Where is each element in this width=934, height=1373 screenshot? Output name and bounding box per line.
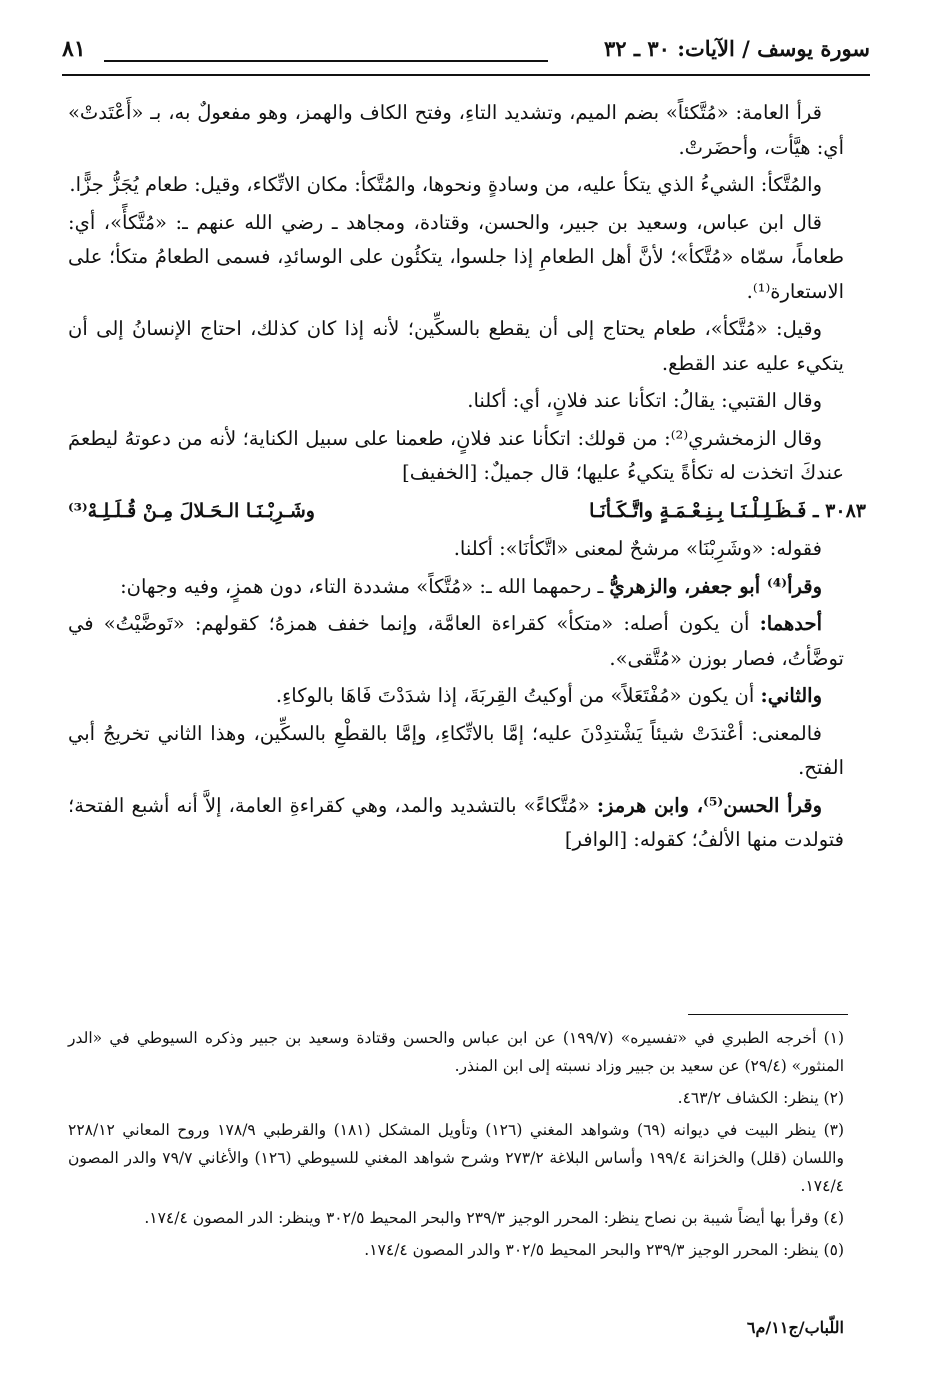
verse-second-hemistich: وشَـرِبْـنَـا الـحَـلالَ مِـنْ قُـلَـلِـهْ⁽³⁾ [68,499,315,522]
main-text [68,96,866,861]
paragraph-text: ـ رحمهما الله ـ: «مُتَّكاً» مشددة التاء، دون همزٍ، وفيه وجهان: [120,574,604,598]
footnote-3: (٣) ينظر البيت في ديوانه (٦٩) وشواهد المغني (١٢٦) وتأويل المشكل (١٨١) والقرطبي ١٧٨/٩ وروح المعاني ٢٢٨/١٢ واللسان (قلل) والخزانة ١٩٩/٤ وأساس البلاغة ٢٧٣/٢ وشرح شواهد المغني للسيوطي (١٢٦) والأغاني ٧٩/٧ والدر المصون ١٧٤/٤. [68,1121,845,1195]
paragraph-text: أن يكون أصله: «متكأ» كقراءة العامَّة، وإنما خفف همزهُ؛ كقولهم: «تَوضَّيْتُ» في توضَّأتُ، فصار بوزن «مُتَّقى». [68,612,844,670]
paragraph [68,607,844,676]
paragraph: فقوله: «وشَرِبْنَا» مرشحٌ لمعنى «اتَّكأنَا»: أكلنا. [453,537,822,560]
paragraph: قال ابن عباس، وسعيد بن جبير، والحسن، وقتادة، ومجاهد ـ رضي الله عنهم ـ: «مُتَّكأً»، أي: طعاماً، سمّاه «مُتَّكأ»؛ لأنَّ أهل الطعامِ إذا جلسوا، يتكئُون على الوسائدِ، فسمى الطعامُ متكأ؛ على الاستعارة⁽¹⁾. [68,210,844,303]
paragraph [68,570,844,605]
paragraph: وقال الزمخشري⁽²⁾: من قولك: اتكأنا عند فلانٍ، طعمنا على سبيل الكناية؛ لأنه من دعوتهُ ليطعمَ عندكَ اتخذت له تكأةً يتكيءُ عليها؛ قال جميلٌ: [الخفيف] [68,426,844,484]
poetry-verse [68,494,866,529]
bold-lead: وقرأ⁽⁴⁾ أبو جعفر، والزهريُّ [609,574,822,598]
bold-lead: والثاني: [760,684,822,707]
header-rule [104,60,548,62]
paragraph: وقيل: «مُتَّكأ»، طعام يحتاج إلى أن يقطع بالسكِّين؛ لأنه إذا كان كذلك، احتاج الإنسانُ إلى أن يتكيء عليه عند القطع. [68,317,844,375]
paragraph: وقال القتبي: يقالُ: اتكأنا عند فلانٍ، أي: أكلنا. [467,389,822,412]
paragraph [68,679,844,714]
signature-mark: اللّباب/ج١١/م٦ [746,1318,844,1337]
paragraph [68,789,844,858]
bold-lead: وقرأ الحسن⁽⁵⁾، وابن هرمز: [596,793,822,817]
running-header [62,36,870,76]
page-number: ٨١ [62,36,86,62]
paragraph: والمُتَّكأ: الشيءُ الذي يتكأ عليه، من وسادةٍ ونحوها، والمُتَّكأ: مكان الاتِّكاء، وقيل: طعام يُجَزُّ جزًّا. [69,173,822,196]
running-title: سورة يوسف / الآيات: ٣٠ ـ ٣٢ [603,36,870,61]
paragraph: قرأ العامة: «مُتَّكئاً» بضم الميم، وتشديد التاءِ، وفتح الكاف والهمز، وهو مفعولٌ به، بـ «أَعْتَدتْ» أي: هيَّأت، وأحضَرتْ. [68,101,844,159]
footnote-4: (٤) وقرأ بها أيضاً شيبة بن نصاح ينظر: المحرر الوجيز ٢٣٩/٣ والبحر المحيط ٣٠٢/٥ وينظر: الدر المصون ١٧٤/٤. [144,1209,844,1227]
footnote-separator [688,1014,848,1015]
bold-lead: أحدهما: [759,612,823,635]
header-underline [62,74,870,76]
footnote-1: (١) أخرجه الطبري في «تفسيره» (١٩٩/٧) عن ابن عباس والحسن وقتادة وسعيد بن جبير وذكره السيوطي في «الدر المنثور» (٢٩/٤) عن سعيد بن جبير وزاد نسبته إلى ابن المنذر. [68,1029,845,1075]
paragraph: فالمعنى: أعْتدَتْ شيئاً يَشْتدِدْنَ عليه؛ إمَّا بالاتِّكاءِ، وإمَّا بالقطْعِ بالسكِّين، وهذا الثاني تخريجُ أبي الفتح. [68,721,844,779]
paragraph-text: «مُتَّكاءً» بالتشديد والمد، وهي كقراءةِ العامة، إلاَّ أنه أشبع الفتحة؛ فتولدت منها الألفُ؛ كقوله: [الوافر] [68,793,844,851]
paragraph-text: أن يكون «مُفْتَعَلاً» من أوكيتُ القِربَةَ، إذا شدَدْتَ فَاهَا بالوكاءِ. [275,684,755,707]
footnotes [68,1024,844,1268]
footnote-5: (٥) ينظر: المحرر الوجيز ٢٣٩/٣ والبحر المحيط ٣٠٢/٥ والدر المصون ١٧٤/٤. [364,1241,844,1259]
footnote-2: (٢) ينظر: الكشاف ٤٦٣/٢. [677,1089,844,1107]
verse-first-hemistich: ٣٠٨٣ ـ فَـظَـلِـلْـنَـا بِـنِـعْـمَـةٍ واتَّـكَـأنَـا [589,499,866,522]
